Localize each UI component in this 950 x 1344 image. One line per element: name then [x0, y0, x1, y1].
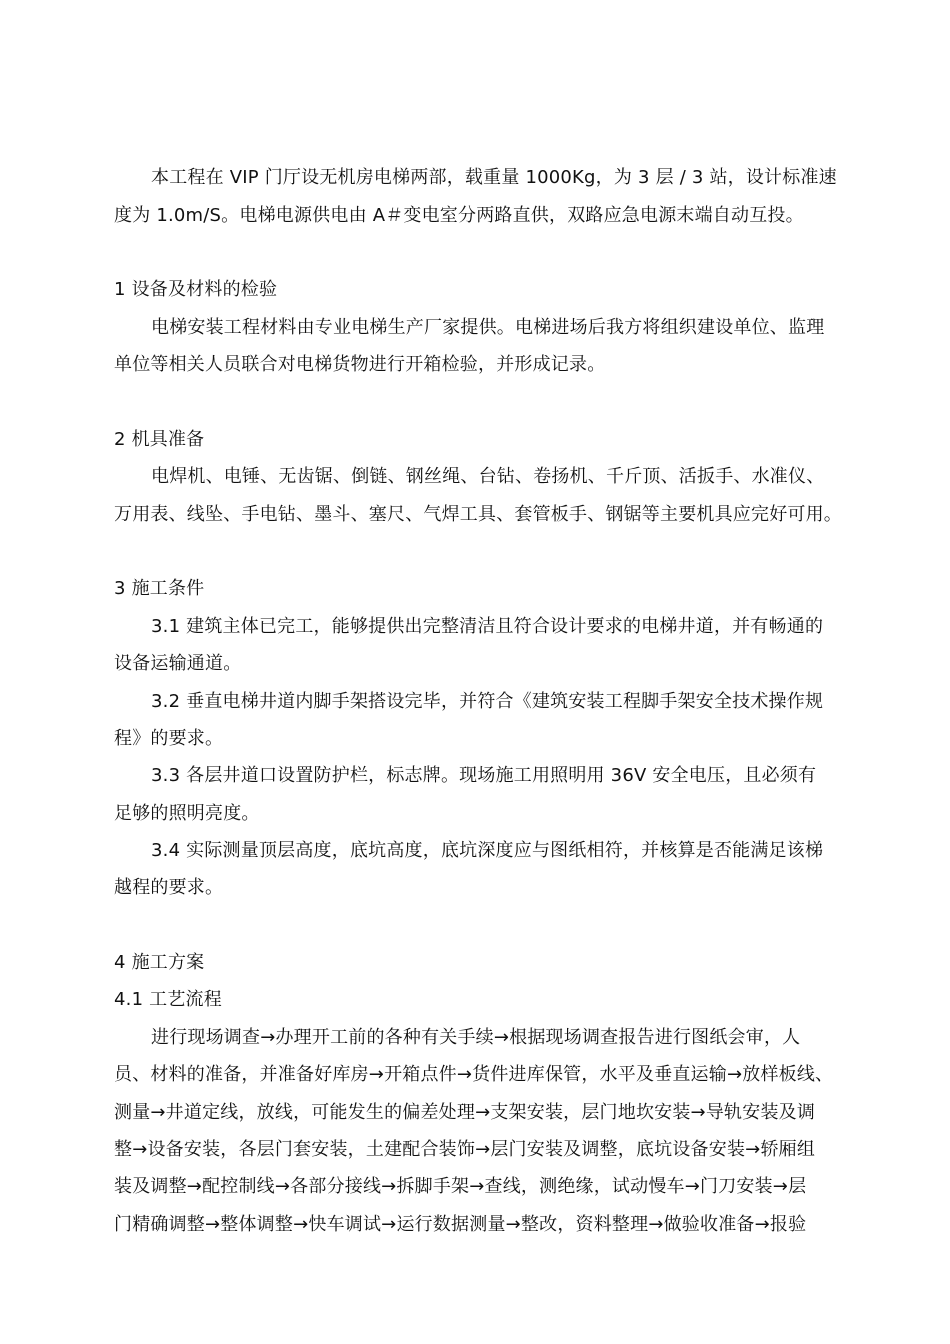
section-2-para-line-2: 万用表、线坠、手电钻、墨斗、塞尺、气焊工具、套管板手、钢锯等主要机具应完好可用。 — [114, 504, 842, 525]
section-4-1-heading: 4.1 工艺流程 — [114, 989, 222, 1010]
process-flow-line-6: 门精确调整→整体调整→快车调试→运行数据测量→整改，资料整理→做验收准备→报验 — [114, 1214, 807, 1235]
section-2-para-line-1: 电焊机、电锤、无齿锯、倒链、钢丝绳、台钻、卷扬机、千斤顶、活扳手、水准仪、 — [151, 466, 825, 487]
section-3-heading: 3 施工条件 — [114, 578, 205, 599]
clause-3-4-line-1: 3.4 实际测量顶层高度，底坑高度，底坑深度应与图纸相符，并核算是否能满足该梯 — [151, 840, 824, 861]
clause-3-3-line-1: 3.3 各层井道口设置防护栏，标志牌。现场施工用照明用 36V 安全电压，且必须有 — [151, 765, 817, 786]
process-flow-line-1: 进行现场调查→办理开工前的各种有关手续→根据现场调查报告进行图纸会审，人 — [151, 1027, 801, 1048]
section-1-para-line-2: 单位等相关人员联合对电梯货物进行开箱检验，并形成记录。 — [114, 354, 606, 375]
clause-3-1-line-2: 设备运输通道。 — [114, 653, 242, 674]
process-flow-line-4: 整→设备安装，各层门套安装，土建配合装饰→层门安装及调整，底坑设备安装→轿厢组 — [114, 1139, 816, 1160]
clause-3-3-line-2: 足够的照明亮度。 — [114, 803, 260, 824]
section-1-para-line-1: 电梯安装工程材料由专业电梯生产厂家提供。电梯进场后我方将组织建设单位、监理 — [151, 317, 825, 338]
clause-3-4-line-2: 越程的要求。 — [114, 877, 224, 898]
section-1-heading: 1 设备及材料的检验 — [114, 279, 278, 300]
clause-3-2-line-2: 程》的要求。 — [114, 728, 224, 749]
clause-3-2-line-1: 3.2 垂直电梯井道内脚手架搭设完毕，并符合《建筑安装工程脚手架安全技术操作规 — [151, 691, 824, 712]
process-flow-line-3: 测量→井道定线，放线，可能发生的偏差处理→支架安装，层门地坎安装→导轨安装及调 — [114, 1102, 816, 1123]
process-flow-line-2: 员、材料的准备，并准备好库房→开箱点件→货件进库保管，水平及垂直运输→放样板线、 — [114, 1064, 834, 1085]
section-4-heading: 4 施工方案 — [114, 952, 205, 973]
section-2-heading: 2 机具准备 — [114, 429, 205, 450]
clause-3-1-line-1: 3.1 建筑主体已完工，能够提供出完整清洁且符合设计要求的电梯井道，并有畅通的 — [151, 616, 824, 637]
intro-line-1: 本工程在 VIP 门厅设无机房电梯两部，载重量 1000Kg，为 3 层 / 3 站，设计标准速 — [151, 167, 837, 188]
process-flow-line-5: 装及调整→配控制线→各部分接线→拆脚手架→查线，测绝缘，试动慢车→门刀安装→层 — [114, 1176, 807, 1197]
intro-line-2: 度为 1.0m/S。电梯电源供电由 A＃变电室分两路直供，双路应急电源末端自动互投。 — [114, 205, 804, 226]
